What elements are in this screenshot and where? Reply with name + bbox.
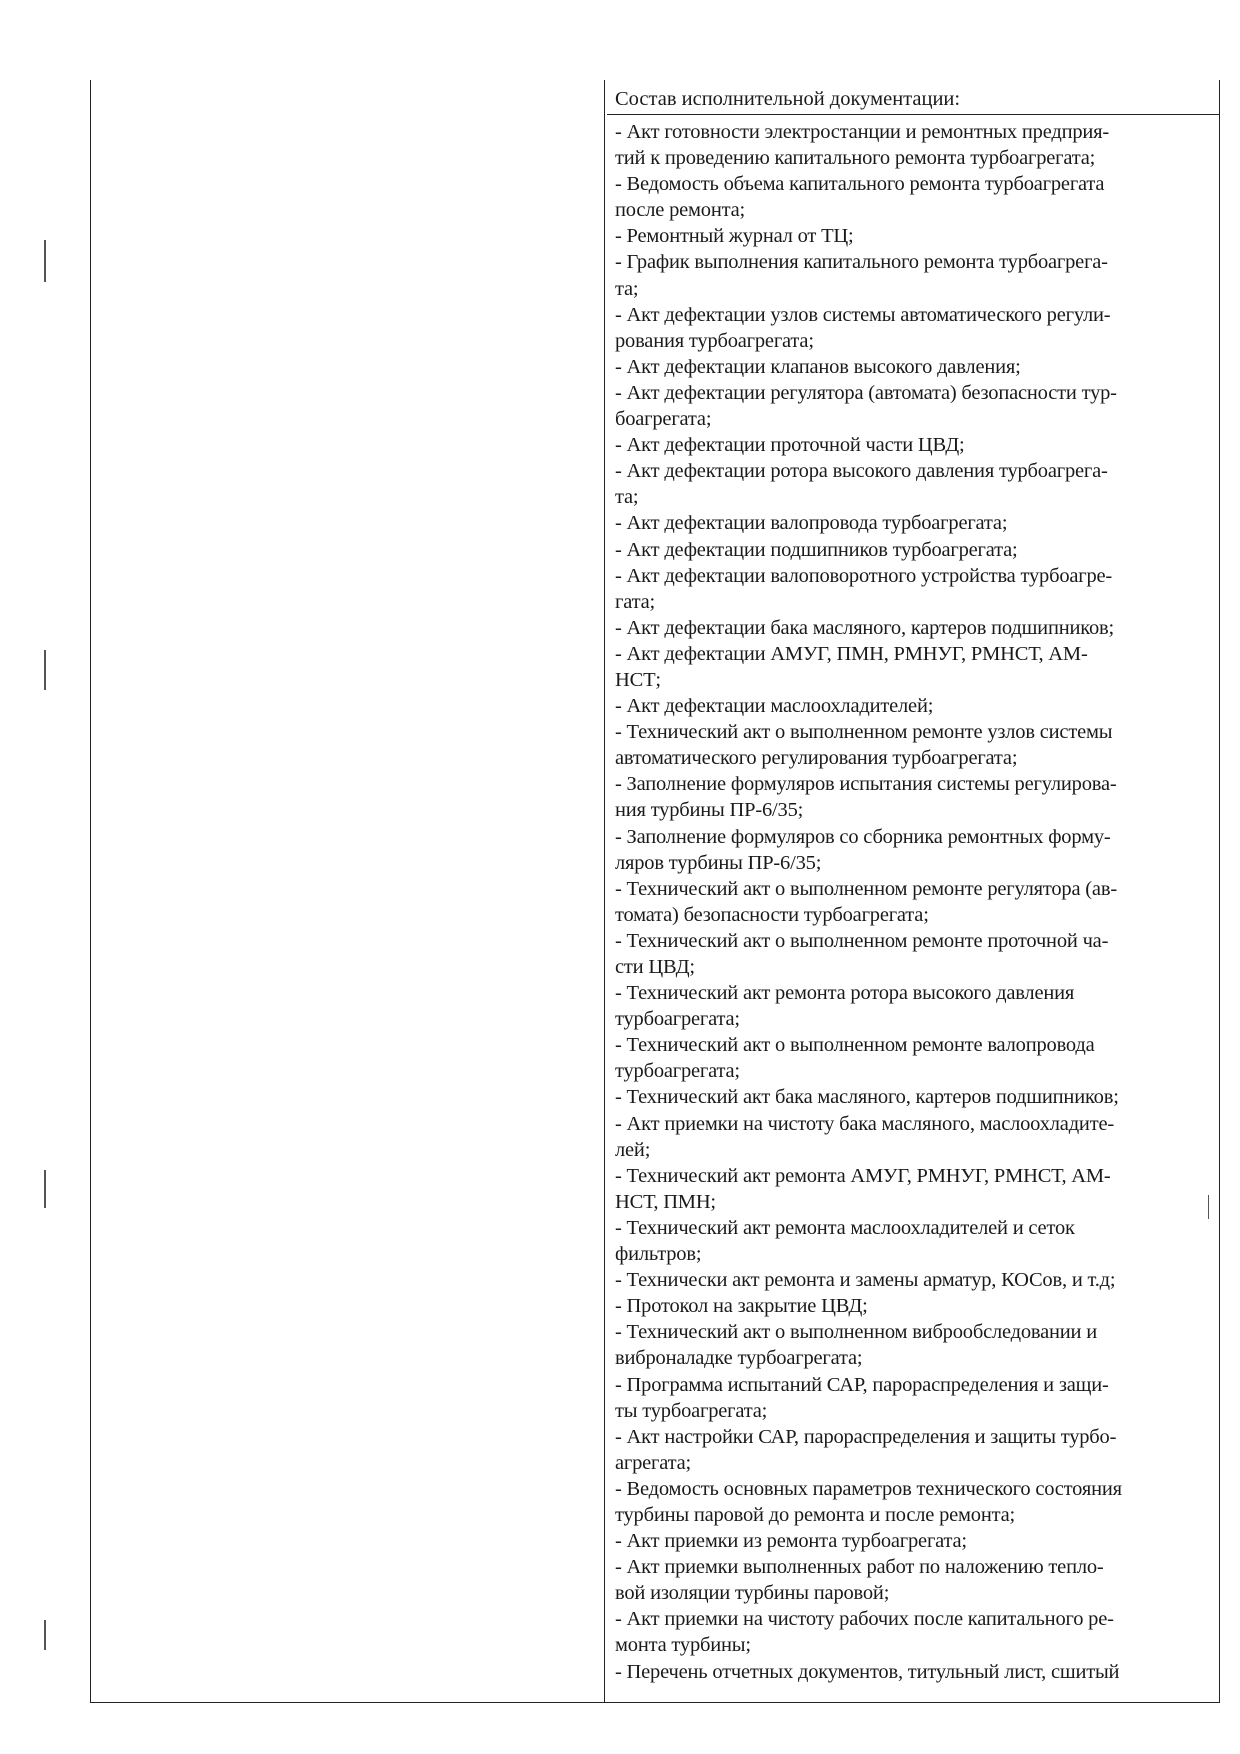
document-line: - Технический акт о выполненном ремонте проточной ча- bbox=[615, 929, 1109, 952]
document-line: - Заполнение формуляров испытания системы регулирова- bbox=[615, 773, 1117, 796]
document-line: - Технически акт ремонта и замены арматур, КОСов, и т.д; bbox=[615, 1269, 1116, 1292]
document-line: - Технический акт о выполненном ремонте регулятора (ав- bbox=[615, 877, 1117, 900]
document-line: - Акт дефектации узлов системы автоматического регули- bbox=[615, 303, 1111, 326]
document-line: томата) безопасности турбоагрегата; bbox=[615, 903, 929, 926]
document-line: - Акт настройки САР, парораспределения и защиты турбо- bbox=[615, 1425, 1117, 1448]
document-line: - Ведомость основных параметров технического состояния bbox=[615, 1477, 1122, 1500]
document-line: - Ведомость объема капитального ремонта турбоагрегата bbox=[615, 173, 1105, 196]
document-line: - Технический акт о выполненном виброобследовании и bbox=[615, 1321, 1098, 1344]
document-line: - Акт дефектации АМУГ, ПМН, РМНУГ, РМНСТ, АМ- bbox=[615, 642, 1088, 665]
document-line: - Акт дефектации валоповоротного устройства турбоагре- bbox=[615, 564, 1113, 587]
document-line: - Технический акт бака масляного, картеров подшипников; bbox=[615, 1086, 1119, 1109]
document-line: турбоагрегата; bbox=[615, 1008, 740, 1031]
document-line: НСТ, ПМН; bbox=[615, 1190, 716, 1213]
document-line: - Технический акт ремонта маслоохладителей и сеток bbox=[615, 1216, 1075, 1239]
document-line: - График выполнения капитального ремонта турбоагрега- bbox=[615, 251, 1108, 274]
document-line: сти ЦВД; bbox=[615, 956, 695, 978]
document-line: автоматического регулирования турбоагрегата; bbox=[615, 747, 1018, 770]
document-line: НСТ; bbox=[615, 668, 661, 691]
document-line: монта турбины; bbox=[615, 1634, 751, 1657]
document-line: - Технический акт о выполненном ремонте узлов системы bbox=[615, 721, 1113, 744]
document-line: - Акт приемки выполненных работ по наложению тепло- bbox=[615, 1556, 1104, 1579]
document-line: вой изоляции турбины паровой; bbox=[615, 1582, 890, 1605]
document-line: - Ремонтный журнал от ТЦ; bbox=[615, 225, 854, 248]
document-line: рования турбоагрегата; bbox=[615, 329, 814, 352]
document-line: тий к проведению капитального ремонта турбоагрегата; bbox=[615, 147, 1096, 170]
document-line: агрегата; bbox=[615, 1451, 692, 1474]
document-line: - Акт приемки на чистоту рабочих после капитального ре- bbox=[615, 1608, 1114, 1631]
document-line: та; bbox=[615, 486, 639, 509]
document-line: - Акт дефектации проточной части ЦВД; bbox=[615, 434, 965, 457]
document-line: - Технический акт о выполненном ремонте валопровода bbox=[615, 1034, 1095, 1057]
document-line: боагрегата; bbox=[615, 408, 712, 431]
documentation-list bbox=[615, 119, 1209, 1685]
document-line: после ремонта; bbox=[615, 199, 746, 222]
document-line: - Акт дефектации бака масляного, картеров подшипников; bbox=[615, 616, 1114, 639]
empty-left-column bbox=[91, 80, 605, 1702]
document-line: - Технический акт ремонта АМУГ, РМНУГ, РМНСТ, АМ- bbox=[615, 1164, 1111, 1187]
document-line: - Протокол на закрытие ЦВД; bbox=[615, 1295, 868, 1318]
document-line: - Акт готовности электростанции и ремонтных предприя- bbox=[615, 121, 1110, 143]
document-line: - Акт дефектации регулятора (автомата) безопасности тур- bbox=[615, 381, 1117, 404]
section-heading: Состав исполнительной документации: bbox=[607, 86, 1219, 115]
document-line: - Акт приемки на чистоту бака масляного, маслоохладите- bbox=[615, 1112, 1114, 1135]
document-line: гата; bbox=[615, 590, 655, 613]
document-line: - Перечень отчетных документов, титульный лист, сшитый bbox=[615, 1660, 1120, 1683]
document-line: турбоагрегата; bbox=[615, 1060, 740, 1083]
documentation-column bbox=[607, 80, 1219, 1702]
document-line: вибронaладке турбоагрегата; bbox=[615, 1347, 863, 1370]
document-line: - Акт приемки из ремонта турбоагрегата; bbox=[615, 1530, 967, 1553]
document-line: ты турбоагрегата; bbox=[615, 1399, 768, 1422]
document-line: - Заполнение формуляров со сборника ремонтных форму- bbox=[615, 825, 1111, 848]
document-line: турбины паровой до ремонта и после ремонта; bbox=[615, 1503, 1016, 1526]
document-line: фильтров; bbox=[615, 1243, 702, 1266]
document-line: - Акт дефектации валопровода турбоагрегата; bbox=[615, 512, 1008, 535]
document-line: ния турбины ПР-6/35; bbox=[615, 799, 804, 822]
document-table bbox=[90, 80, 1220, 1703]
document-line: ляров турбины ПР-6/35; bbox=[615, 851, 822, 874]
document-line: - Технический акт ремонта ротора высокого давления bbox=[615, 982, 1075, 1005]
document-line: та; bbox=[615, 277, 639, 300]
document-line: - Акт дефектации ротора высокого давления турбоагрега- bbox=[615, 460, 1108, 483]
document-line: - Программа испытаний САР, парораспределения и защи- bbox=[615, 1373, 1109, 1396]
document-line: - Акт дефектации подшипников турбоагрегата; bbox=[615, 538, 1018, 561]
document-line: - Акт дефектации маслоохладителей; bbox=[615, 695, 934, 718]
document-line: - Акт дефектации клапанов высокого давления; bbox=[615, 355, 1021, 378]
document-line: лей; bbox=[615, 1138, 651, 1161]
